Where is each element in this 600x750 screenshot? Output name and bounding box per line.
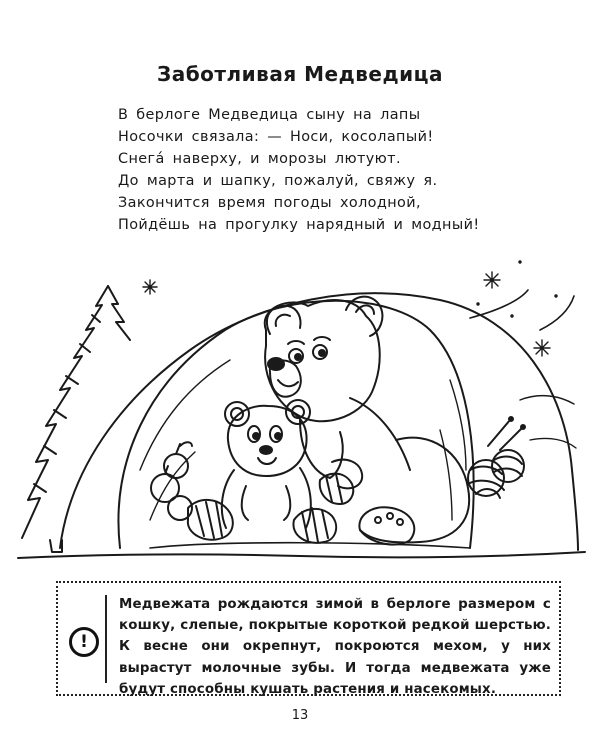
poem-line: Закончится время погоды холодной, bbox=[118, 195, 421, 211]
poem bbox=[118, 104, 558, 236]
striped-sock bbox=[188, 500, 233, 540]
fir-tree bbox=[22, 286, 130, 552]
page-title: Заботливая Медведица bbox=[157, 62, 443, 86]
den-illustration bbox=[0, 250, 600, 570]
snowflake-stars bbox=[143, 261, 557, 356]
apples bbox=[151, 442, 192, 520]
poem-line: Носочки связала: — Носи, косолапый! bbox=[118, 129, 434, 145]
exclamation-circle-icon: ! bbox=[69, 627, 99, 657]
page-number: 13 bbox=[291, 708, 309, 723]
fact-box bbox=[56, 581, 561, 696]
mother-bear bbox=[265, 297, 469, 545]
ground-line bbox=[18, 552, 585, 558]
poem-line: Пойдёшь на прогулку нарядный и модный! bbox=[118, 217, 480, 233]
fact-text: Медвежата рождаются зимой в берлоге размером с кошку, слепые, покрытые короткой редкой шерстью. К весне они окрепнут, покроются мехом, у них вырастут молочные зубы. И тогда медвежата уже будут способны кушать растения и насекомых. bbox=[119, 597, 551, 697]
yarn-balls bbox=[468, 417, 525, 498]
poem-line: В берлоге Медведица сыну на лапы bbox=[118, 107, 421, 123]
poem-line: Снега́ наверху, и морозы лютуют. bbox=[118, 151, 401, 167]
poem-line: До марта и шапку, пожалуй, свяжу я. bbox=[118, 173, 438, 189]
fact-divider bbox=[105, 595, 107, 683]
striped-sock bbox=[293, 508, 336, 543]
